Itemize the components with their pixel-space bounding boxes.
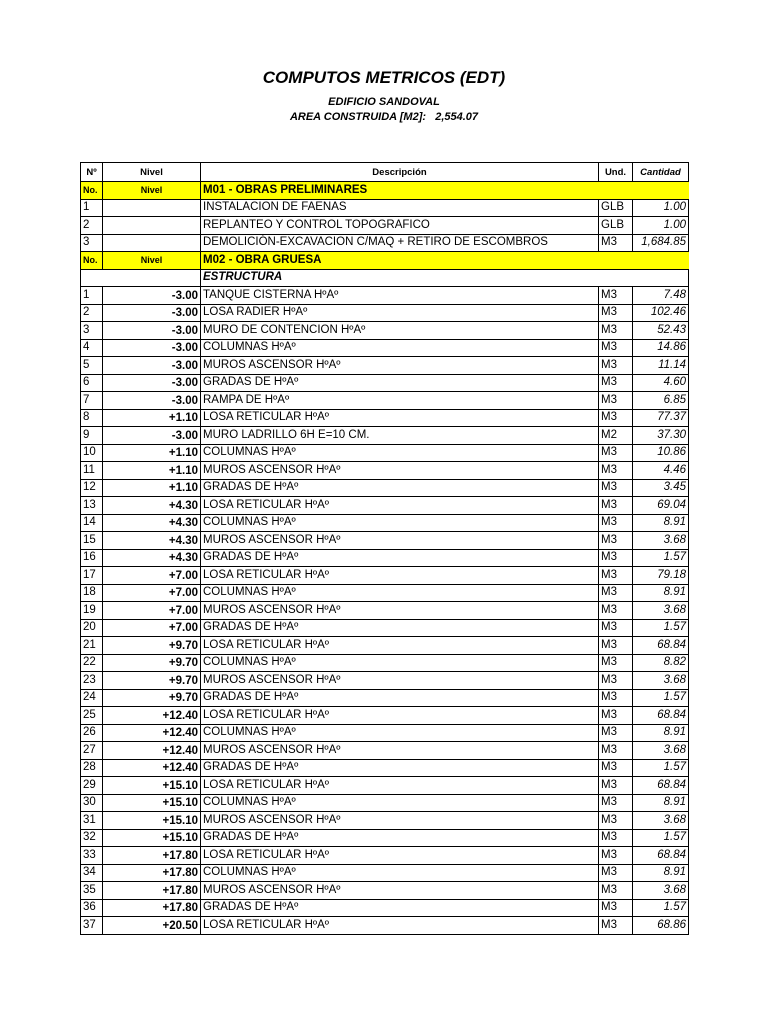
row-quantity: 68.84 — [633, 847, 689, 865]
row-nivel: -3.00 — [103, 427, 201, 445]
row-description: GRADAS DE HºAº — [201, 829, 599, 847]
row-number: 28 — [81, 759, 103, 777]
table-row — [81, 532, 689, 550]
row-unit: M3 — [599, 777, 633, 795]
table-row — [81, 462, 689, 480]
row-unit: M3 — [599, 794, 633, 812]
row-nivel: +4.30 — [103, 514, 201, 532]
table-row — [81, 742, 689, 760]
row-nivel — [103, 234, 201, 252]
row-nivel: -3.00 — [103, 357, 201, 375]
row-nivel: -3.00 — [103, 304, 201, 322]
table-row — [81, 392, 689, 410]
row-unit: M3 — [599, 864, 633, 882]
row-number: 30 — [81, 794, 103, 812]
row-quantity: 79.18 — [633, 567, 689, 585]
row-quantity: 68.84 — [633, 637, 689, 655]
row-nivel: +20.50 — [103, 917, 201, 935]
row-unit: M3 — [599, 357, 633, 375]
row-number: 18 — [81, 584, 103, 602]
row-unit: M3 — [599, 287, 633, 305]
table-row — [81, 287, 689, 305]
row-unit: M3 — [599, 497, 633, 515]
row-number: 16 — [81, 549, 103, 567]
row-quantity: 1.00 — [633, 217, 689, 235]
row-quantity: 10.86 — [633, 444, 689, 462]
row-number: 9 — [81, 427, 103, 445]
row-unit: M3 — [599, 724, 633, 742]
section-no-label: No. — [81, 252, 103, 270]
row-number: 4 — [81, 339, 103, 357]
table-row — [81, 234, 689, 252]
row-nivel: +1.10 — [103, 444, 201, 462]
row-nivel: +15.10 — [103, 794, 201, 812]
row-quantity: 3.68 — [633, 602, 689, 620]
row-quantity: 3.68 — [633, 532, 689, 550]
table-row — [81, 637, 689, 655]
row-quantity: 77.37 — [633, 409, 689, 427]
document-title: COMPUTOS METRICOS (EDT) — [262, 68, 506, 87]
row-description: COLUMNAS HºAº — [201, 794, 599, 812]
table-row — [81, 864, 689, 882]
table-row — [81, 812, 689, 830]
section-title: M02 - OBRA GRUESA — [201, 252, 689, 270]
row-quantity: 52.43 — [633, 322, 689, 340]
row-nivel: -3.00 — [103, 339, 201, 357]
table-row — [81, 882, 689, 900]
row-description: MURO DE CONTENCION HºAº — [201, 322, 599, 340]
row-number: 1 — [81, 199, 103, 217]
row-description: COLUMNAS HºAº — [201, 864, 599, 882]
row-unit: M3 — [599, 532, 633, 550]
section-nivel-label: Nivel — [103, 252, 201, 270]
row-unit: M3 — [599, 917, 633, 935]
row-nivel: +1.10 — [103, 462, 201, 480]
row-number: 8 — [81, 409, 103, 427]
row-nivel: +7.00 — [103, 602, 201, 620]
row-quantity: 3.68 — [633, 742, 689, 760]
row-nivel: +17.80 — [103, 864, 201, 882]
table-row — [81, 427, 689, 445]
row-unit: M3 — [599, 409, 633, 427]
row-unit: M3 — [599, 392, 633, 410]
row-unit: M3 — [599, 829, 633, 847]
row-description: GRADAS DE HºAº — [201, 479, 599, 497]
row-description: MUROS ASCENSOR HºAº — [201, 742, 599, 760]
row-description: GRADAS DE HºAº — [201, 689, 599, 707]
row-number: 13 — [81, 497, 103, 515]
row-unit: M3 — [599, 339, 633, 357]
row-description: LOSA RADIER HºAº — [201, 304, 599, 322]
row-number: 23 — [81, 672, 103, 690]
row-number: 37 — [81, 917, 103, 935]
row-description: GRADAS DE HºAº — [201, 619, 599, 637]
row-number: 20 — [81, 619, 103, 637]
row-nivel: +9.70 — [103, 689, 201, 707]
row-nivel: +12.40 — [103, 759, 201, 777]
row-nivel: +9.70 — [103, 672, 201, 690]
row-description: LOSA RETICULAR HºAº — [201, 917, 599, 935]
row-nivel: +4.30 — [103, 497, 201, 515]
row-unit: M3 — [599, 234, 633, 252]
row-unit: GLB — [599, 199, 633, 217]
row-unit: M3 — [599, 707, 633, 725]
table-row — [81, 602, 689, 620]
row-nivel: +17.80 — [103, 847, 201, 865]
row-nivel: -3.00 — [103, 287, 201, 305]
section-no-label: No. — [81, 182, 103, 200]
row-unit: M3 — [599, 479, 633, 497]
row-description: COLUMNAS HºAº — [201, 724, 599, 742]
row-number: 33 — [81, 847, 103, 865]
row-number: 14 — [81, 514, 103, 532]
row-unit: M3 — [599, 514, 633, 532]
header-nivel: Nivel — [103, 163, 201, 182]
table-row — [81, 322, 689, 340]
row-quantity: 4.46 — [633, 462, 689, 480]
row-nivel: +9.70 — [103, 637, 201, 655]
row-nivel: +4.30 — [103, 532, 201, 550]
row-number: 22 — [81, 654, 103, 672]
row-number: 10 — [81, 444, 103, 462]
row-nivel: +17.80 — [103, 882, 201, 900]
row-description: REPLANTEO Y CONTROL TOPOGRAFICO — [201, 217, 599, 235]
row-quantity: 8.91 — [633, 584, 689, 602]
row-unit: M3 — [599, 304, 633, 322]
row-description: MUROS ASCENSOR HºAº — [201, 882, 599, 900]
row-quantity: 4.60 — [633, 374, 689, 392]
row-quantity: 3.68 — [633, 882, 689, 900]
row-quantity: 68.86 — [633, 917, 689, 935]
table-row — [81, 549, 689, 567]
row-quantity: 1.00 — [633, 199, 689, 217]
row-unit: M2 — [599, 427, 633, 445]
row-description: COLUMNAS HºAº — [201, 654, 599, 672]
row-number: 5 — [81, 357, 103, 375]
row-number: 6 — [81, 374, 103, 392]
row-unit: M3 — [599, 654, 633, 672]
row-quantity: 1.57 — [633, 829, 689, 847]
row-description: COLUMNAS HºAº — [201, 339, 599, 357]
table-header-row — [81, 163, 689, 182]
row-nivel: -3.00 — [103, 392, 201, 410]
row-nivel — [103, 217, 201, 235]
row-number: 19 — [81, 602, 103, 620]
row-quantity: 6.85 — [633, 392, 689, 410]
row-nivel: +1.10 — [103, 479, 201, 497]
table-row — [81, 514, 689, 532]
table-row — [81, 409, 689, 427]
table-row — [81, 619, 689, 637]
table-row — [81, 654, 689, 672]
row-number: 7 — [81, 392, 103, 410]
section-title: M01 - OBRAS PRELIMINARES — [201, 182, 689, 200]
row-unit: M3 — [599, 672, 633, 690]
row-quantity: 1.57 — [633, 689, 689, 707]
row-description: GRADAS DE HºAº — [201, 759, 599, 777]
row-description: MUROS ASCENSOR HºAº — [201, 532, 599, 550]
row-nivel: +7.00 — [103, 619, 201, 637]
table-row — [81, 217, 689, 235]
row-number: 15 — [81, 532, 103, 550]
row-description: GRADAS DE HºAº — [201, 899, 599, 917]
row-quantity: 11.14 — [633, 357, 689, 375]
row-unit: M3 — [599, 637, 633, 655]
row-description: MUROS ASCENSOR HºAº — [201, 812, 599, 830]
row-nivel: +1.10 — [103, 409, 201, 427]
row-nivel: +7.00 — [103, 567, 201, 585]
row-quantity: 69.04 — [633, 497, 689, 515]
row-quantity: 1.57 — [633, 759, 689, 777]
table-row — [81, 724, 689, 742]
row-unit: M3 — [599, 567, 633, 585]
row-nivel: +15.10 — [103, 812, 201, 830]
row-unit: M3 — [599, 444, 633, 462]
row-description: GRADAS DE HºAº — [201, 549, 599, 567]
row-number: 11 — [81, 462, 103, 480]
table-row — [81, 339, 689, 357]
table-row — [81, 672, 689, 690]
subsection-row — [81, 269, 689, 287]
row-nivel: -3.00 — [103, 322, 201, 340]
row-number: 36 — [81, 899, 103, 917]
row-unit: M3 — [599, 619, 633, 637]
row-description: LOSA RETICULAR HºAº — [201, 777, 599, 795]
table-row — [81, 304, 689, 322]
row-quantity: 8.91 — [633, 864, 689, 882]
table-row — [81, 584, 689, 602]
row-quantity: 3.45 — [633, 479, 689, 497]
row-number: 27 — [81, 742, 103, 760]
row-number: 1 — [81, 287, 103, 305]
row-number: 26 — [81, 724, 103, 742]
area-value: 2,554.07 — [435, 111, 479, 123]
computos-table — [80, 162, 689, 935]
row-quantity: 1.57 — [633, 899, 689, 917]
row-unit: M3 — [599, 602, 633, 620]
subsection-title: ESTRUCTURA — [201, 269, 689, 287]
row-nivel: +17.80 — [103, 899, 201, 917]
table-row — [81, 357, 689, 375]
row-quantity: 68.84 — [633, 707, 689, 725]
row-quantity: 8.91 — [633, 724, 689, 742]
row-unit: M3 — [599, 742, 633, 760]
row-unit: M3 — [599, 689, 633, 707]
row-description: COLUMNAS HºAº — [201, 584, 599, 602]
row-quantity: 8.91 — [633, 514, 689, 532]
row-description: LOSA RETICULAR HºAº — [201, 409, 599, 427]
row-unit: M3 — [599, 549, 633, 567]
row-quantity: 8.91 — [633, 794, 689, 812]
row-description: LOSA RETICULAR HºAº — [201, 847, 599, 865]
table-body — [81, 182, 689, 935]
row-unit: M3 — [599, 462, 633, 480]
header-descripcion: Descripción — [201, 163, 599, 182]
row-unit: M3 — [599, 584, 633, 602]
row-description: RAMPA DE HºAº — [201, 392, 599, 410]
table-row — [81, 707, 689, 725]
subsection-empty-cell — [81, 269, 103, 287]
area-label: AREA CONSTRUIDA [M2]: — [289, 111, 427, 123]
row-nivel: +15.10 — [103, 829, 201, 847]
row-quantity: 7.48 — [633, 287, 689, 305]
row-description: LOSA RETICULAR HºAº — [201, 707, 599, 725]
row-description: INSTALACION DE FAENAS — [201, 199, 599, 217]
row-nivel: -3.00 — [103, 374, 201, 392]
row-number: 32 — [81, 829, 103, 847]
row-quantity: 1,684.85 — [633, 234, 689, 252]
row-description: COLUMNAS HºAº — [201, 444, 599, 462]
header-num: Nº — [81, 163, 103, 182]
table-row — [81, 794, 689, 812]
row-unit: M3 — [599, 882, 633, 900]
row-description: MUROS ASCENSOR HºAº — [201, 357, 599, 375]
document-subtitle: EDIFICIO SANDOVAL — [328, 96, 440, 108]
row-unit: M3 — [599, 322, 633, 340]
table-row — [81, 444, 689, 462]
row-description: MUROS ASCENSOR HºAº — [201, 602, 599, 620]
row-nivel: +12.40 — [103, 707, 201, 725]
row-description: LOSA RETICULAR HºAº — [201, 637, 599, 655]
row-description: LOSA RETICULAR HºAº — [201, 497, 599, 515]
row-number: 12 — [81, 479, 103, 497]
table-row — [81, 199, 689, 217]
section-header-row — [81, 182, 689, 200]
area-line — [0, 111, 768, 123]
row-unit: M3 — [599, 899, 633, 917]
header-cantidad: Cantidad — [633, 163, 689, 182]
section-nivel-label: Nivel — [103, 182, 201, 200]
table-row — [81, 917, 689, 935]
row-unit: M3 — [599, 374, 633, 392]
row-description: COLUMNAS HºAº — [201, 514, 599, 532]
row-quantity: 1.57 — [633, 619, 689, 637]
table-row — [81, 374, 689, 392]
table-row — [81, 847, 689, 865]
row-number: 25 — [81, 707, 103, 725]
row-number: 34 — [81, 864, 103, 882]
row-unit: M3 — [599, 812, 633, 830]
header-und: Und. — [599, 163, 633, 182]
table-row — [81, 829, 689, 847]
row-unit: M3 — [599, 759, 633, 777]
row-description: MUROS ASCENSOR HºAº — [201, 462, 599, 480]
table-row — [81, 567, 689, 585]
row-nivel: +12.40 — [103, 742, 201, 760]
subsection-empty-cell — [103, 269, 201, 287]
row-number: 21 — [81, 637, 103, 655]
row-number: 29 — [81, 777, 103, 795]
row-unit: GLB — [599, 217, 633, 235]
row-nivel: +7.00 — [103, 584, 201, 602]
row-description: LOSA RETICULAR HºAº — [201, 567, 599, 585]
table-row — [81, 497, 689, 515]
row-description: DEMOLICIÓN-EXCAVACION C/MAQ + RETIRO DE ESCOMBROS — [201, 234, 599, 252]
table-row — [81, 777, 689, 795]
row-description: MUROS ASCENSOR HºAº — [201, 672, 599, 690]
row-number: 35 — [81, 882, 103, 900]
table-row — [81, 899, 689, 917]
row-quantity: 3.68 — [633, 672, 689, 690]
row-number: 24 — [81, 689, 103, 707]
row-nivel: +9.70 — [103, 654, 201, 672]
row-quantity: 37.30 — [633, 427, 689, 445]
row-quantity: 8.82 — [633, 654, 689, 672]
row-number: 17 — [81, 567, 103, 585]
row-description: MURO LADRILLO 6H E=10 CM. — [201, 427, 599, 445]
row-nivel: +12.40 — [103, 724, 201, 742]
row-quantity: 68.84 — [633, 777, 689, 795]
table-row — [81, 689, 689, 707]
row-number: 3 — [81, 234, 103, 252]
row-nivel: +15.10 — [103, 777, 201, 795]
row-number: 3 — [81, 322, 103, 340]
row-quantity: 14.86 — [633, 339, 689, 357]
row-nivel — [103, 199, 201, 217]
table-row — [81, 479, 689, 497]
row-description: GRADAS DE HºAº — [201, 374, 599, 392]
row-unit: M3 — [599, 847, 633, 865]
row-number: 31 — [81, 812, 103, 830]
row-number: 2 — [81, 304, 103, 322]
row-quantity: 3.68 — [633, 812, 689, 830]
row-quantity: 102.46 — [633, 304, 689, 322]
row-description: TANQUE CISTERNA HºAº — [201, 287, 599, 305]
table-row — [81, 759, 689, 777]
row-quantity: 1.57 — [633, 549, 689, 567]
row-nivel: +4.30 — [103, 549, 201, 567]
row-number: 2 — [81, 217, 103, 235]
section-header-row — [81, 252, 689, 270]
